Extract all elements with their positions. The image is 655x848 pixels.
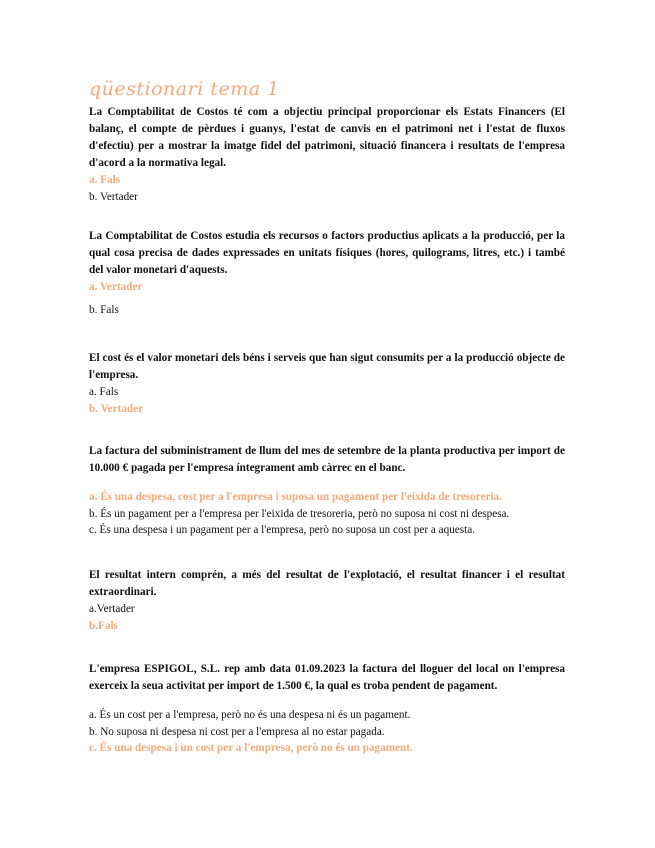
question-1: [89, 104, 565, 205]
option-a-correct: a. És una despesa, cost per a l'empresa i suposa un pagament per l'eixida de tresoreria.: [89, 491, 502, 503]
option-b: b. Vertader: [89, 190, 138, 203]
option-b: b. No suposa ni despesa ni cost per a l'empresa al no estar pagada.: [89, 725, 385, 738]
question-text: El cost és el valor monetari dels béns i serveis que han sigut consumits per a la producció objecte de l'empresa.: [89, 352, 565, 381]
question-4: [89, 443, 565, 539]
option-b-correct: b. Vertader: [89, 402, 144, 415]
option-a-correct: a. Vertader: [89, 281, 143, 293]
option-b: b. És un pagament per a l'empresa per l'eixida de tresoreria, però no suposa ni cost ni despesa.: [89, 507, 510, 520]
question-text: L'empresa ESPIGOL, S.L. rep amb data 01.09.2023 la factura del lloguer del local on l'empresa exerceix la seua activitat per import de 1.500 €, la qual es troba pendent de pagament.: [89, 663, 565, 692]
question-text: El resultat intern comprén, a més del resultat de l'explotació, el resultat financer i el resultat extraordinari.: [89, 569, 565, 598]
option-a: a.Vertader: [89, 603, 135, 615]
option-a: a. És un cost per a l'empresa, però no és una despesa ni és un pagament.: [89, 709, 411, 721]
question-6: [89, 661, 565, 757]
question-text: La Comptabilitat de Costos té com a objectiu principal proporcionar els Estats Financers (El balanç, el compte de pèrdues i guanys, l'estat de canvis en el patrimoni net i l'estat de fluxos d'efectiu) per a mostrar la imatge fidel del patrimoni, situació financera i resultats de l'empresa d'acord a la normativa legal.: [89, 106, 565, 169]
question-2: [89, 228, 565, 318]
page-title: qüestionari tema 1: [89, 78, 280, 100]
option-b-correct: b.Fals: [89, 619, 118, 632]
option-c-correct: c. És una despesa i un cost per a l'empresa, però no és un pagament.: [89, 742, 413, 754]
option-c: c. És una despesa i un pagament per a l'empresa, però no suposa un cost per a aquesta.: [89, 524, 475, 536]
option-a-correct: a. Fals: [89, 174, 121, 186]
question-3: [89, 350, 565, 417]
question-text: La Comptabilitat de Costos estudia els recursos o factors productius aplicats a la producció, per la qual cosa precisa de dades expressades en unitats físiques (hores, quilograms, litres, etc.) i també del valor monetari d'aquests.: [89, 230, 565, 276]
question-5: [89, 567, 565, 634]
option-a: a. Fals: [89, 386, 119, 398]
option-b: b. Fals: [89, 303, 119, 316]
question-text: La factura del subministrament de llum del mes de setembre de la planta productiva per import de 10.000 € pagada per l'empresa íntegrament amb càrrec en el banc.: [89, 445, 565, 474]
